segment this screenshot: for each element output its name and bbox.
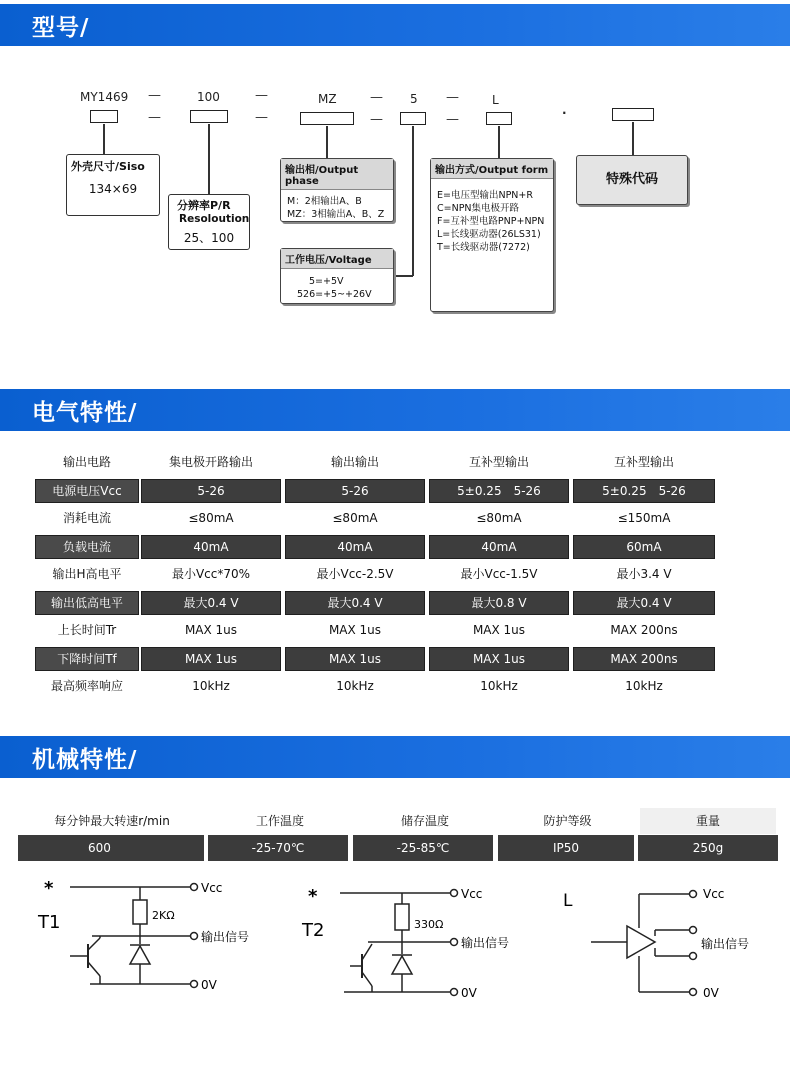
output-box-line: E=电压型输出NPN+R (437, 190, 533, 201)
phase-box-line: MZ：3相输出A、B、Z (287, 209, 385, 220)
row-label: 输出H高电平 (52, 567, 122, 581)
special-box (576, 155, 688, 205)
table-header-cell: 互补型输出 (613, 455, 674, 469)
code-part-model: MY1469 (80, 90, 129, 104)
circuit-gnd-label: 0V (461, 986, 477, 1000)
table-cell: MAX 1us (141, 647, 281, 671)
table-cell: MAX 1us (285, 647, 425, 671)
circuit-output-label: 输出信号 (201, 930, 250, 944)
mech-header: 储存温度 (355, 808, 495, 834)
connector-line (103, 124, 105, 154)
voltage-box (280, 248, 394, 304)
table-cell: 60mA (573, 535, 715, 559)
table-cell: 最小Vcc-1.5V (460, 567, 538, 581)
voltage-box-title: 工作电压/Voltage (281, 249, 393, 269)
circuit-output-label: 输出信号 (461, 936, 510, 950)
circuit-star: * (308, 886, 318, 907)
diode-icon (392, 956, 412, 974)
table-cell: ≤80mA (188, 511, 234, 525)
code-part-voltage: 5 (410, 92, 418, 106)
row-label: 电源电压Vcc (35, 479, 139, 503)
table-cell: 10kHz (625, 679, 663, 693)
table-cell: 40mA (141, 535, 281, 559)
table-cell: ≤80mA (476, 511, 522, 525)
table-header-cell: 集电极开路输出 (168, 455, 253, 469)
connector-line (326, 126, 328, 158)
row-label: 负载电流 (35, 535, 139, 559)
table-cell: 40mA (285, 535, 425, 559)
resolution-box (168, 194, 250, 250)
table-cell: 10kHz (336, 679, 374, 693)
code-dash: — (370, 90, 383, 105)
table-cell: 最大0.8 V (429, 591, 569, 615)
code-dash: — (446, 90, 459, 105)
resolution-box-title: 分辨率P/R (177, 199, 231, 212)
table-header-cell: 输出电路 (62, 455, 111, 469)
table-row (35, 476, 719, 504)
resistor-icon (395, 904, 409, 930)
circuit-vcc-label: Vcc (461, 887, 483, 901)
code-part-resolution: 100 (197, 90, 220, 104)
connector-line (396, 275, 413, 277)
circuit-label: L (563, 891, 573, 911)
table-cell: 最小Vcc*70% (171, 567, 251, 581)
voltage-box-line: 526=+5~+26V (297, 289, 372, 300)
code-slot-size (90, 110, 118, 123)
table-cell: 最大0.4 V (573, 591, 715, 615)
table-cell: MAX 200ns (610, 623, 678, 637)
table-cell: 最小Vcc-2.5V (316, 567, 394, 581)
transistor-icon (362, 944, 372, 960)
output-box-line: F=互补型电路PNP+NPN (437, 216, 545, 227)
table-cell: ≤80mA (332, 511, 378, 525)
diode-icon (130, 946, 150, 964)
special-box-title: 特殊代码 (605, 172, 658, 187)
code-part-output: L (492, 93, 499, 107)
circuit-vcc-label: Vcc (201, 881, 223, 895)
table-cell: MAX 1us (472, 623, 526, 637)
table-row (35, 672, 719, 700)
table-row (35, 616, 719, 644)
circuit-t2-diagram (300, 880, 540, 1010)
table-header-cell: 互补型输出 (468, 455, 529, 469)
output-box-title: 输出方式/Output form (431, 159, 553, 179)
code-slot-phase (300, 112, 354, 125)
transistor-icon (88, 938, 100, 950)
mech-header: 重量 (640, 808, 776, 834)
resolution-box-value: 25、100 (183, 231, 235, 245)
table-cell: ≤150mA (617, 511, 671, 525)
output-box-line: T=长线驱动器(7272) (437, 242, 530, 253)
resistor-icon (133, 900, 147, 924)
circuit-t1-diagram (30, 872, 280, 1002)
code-slot-voltage (400, 112, 426, 125)
section-banner-model (0, 4, 790, 46)
size-box-title: 外壳尺寸/Siso (71, 160, 145, 173)
mech-value: -25-85℃ (353, 835, 493, 861)
connector-line (498, 126, 500, 158)
phase-box (280, 158, 394, 222)
circuit-gnd-label: 0V (201, 978, 217, 992)
table-cell: MAX 200ns (573, 647, 715, 671)
voltage-box-line: 5=+5V (309, 276, 344, 287)
table-cell: 最大0.4 V (285, 591, 425, 615)
table-cell: MAX 1us (429, 647, 569, 671)
table-cell: 5±0.25 5-26 (429, 479, 569, 503)
circuit-output-label: 输出信号 (701, 937, 750, 951)
connector-line (208, 124, 210, 196)
table-cell: 5-26 (141, 479, 281, 503)
mech-value: -25-70℃ (208, 835, 348, 861)
table-cell: MAX 1us (184, 623, 238, 637)
phase-box-line: M：2相输出A、B (287, 196, 362, 207)
section-banner-electrical (0, 389, 790, 431)
table-cell: 最大0.4 V (141, 591, 281, 615)
circuit-l-diagram (555, 876, 775, 1006)
table-row (35, 588, 719, 616)
table-header-row (35, 448, 719, 476)
size-box-value: 134×69 (88, 182, 138, 196)
code-dash: — (370, 112, 383, 127)
circuit-resistor-value: 2KΩ (152, 909, 175, 922)
circuit-gnd-label: 0V (703, 986, 719, 1000)
table-header-cell: 输出输出 (330, 455, 379, 469)
table-cell: 最小3.4 V (616, 567, 672, 581)
circuit-resistor-value: 330Ω (414, 918, 444, 931)
row-label: 输出低高电平 (35, 591, 139, 615)
table-row (35, 560, 719, 588)
table-row (35, 644, 719, 672)
code-slot-special (612, 108, 654, 121)
table-cell: 5-26 (285, 479, 425, 503)
output-box-line: C=NPN集电极开路 (437, 203, 520, 214)
output-box-line: L=长线驱动器(26LS31) (437, 229, 541, 240)
code-dash: — (148, 110, 161, 125)
code-dash: — (446, 112, 459, 127)
row-label: 上长时间Tr (57, 623, 117, 637)
row-label: 消耗电流 (62, 511, 111, 525)
table-row (35, 504, 719, 532)
table-cell: 5±0.25 5-26 (573, 479, 715, 503)
table-row (35, 532, 719, 560)
connector-line (412, 126, 414, 276)
row-label: 下降时间Tf (35, 647, 139, 671)
mech-header: 防护等级 (500, 808, 635, 834)
mech-header: 工作温度 (210, 808, 350, 834)
table-cell: 10kHz (480, 679, 518, 693)
circuit-label: T2 (302, 920, 325, 941)
code-dash: — (255, 88, 268, 103)
section-banner-mechanical (0, 736, 790, 778)
table-cell: 10kHz (192, 679, 230, 693)
section-title: 型号/ (32, 15, 90, 41)
line-driver-icon (627, 926, 655, 958)
row-label: 最高频率响应 (50, 679, 123, 693)
code-dash: — (255, 110, 268, 125)
mech-value: 250g (638, 835, 778, 861)
circuit-vcc-label: Vcc (703, 887, 725, 901)
mech-value: 600 (18, 835, 204, 861)
code-slot-resolution (190, 110, 228, 123)
electrical-table (35, 446, 719, 704)
phase-box-title: 输出相/Output phase (281, 159, 393, 190)
circuit-star: * (44, 878, 54, 899)
mech-header: 每分钟最大转速r/min (22, 808, 202, 834)
size-box (66, 154, 160, 216)
circuit-label: T1 (38, 912, 61, 933)
table-cell: 40mA (429, 535, 569, 559)
mech-value: IP50 (498, 835, 634, 861)
resolution-box-subtitle: Resoloution (179, 213, 250, 225)
section-title: 机械特性/ (32, 747, 138, 773)
output-box (430, 158, 554, 312)
code-dash: — (148, 88, 161, 103)
code-part-phase: MZ (318, 92, 337, 106)
code-slot-output (486, 112, 512, 125)
code-dot: · (562, 106, 567, 120)
connector-line (632, 122, 634, 156)
section-title: 电气特性/ (32, 400, 138, 426)
table-cell: MAX 1us (328, 623, 382, 637)
